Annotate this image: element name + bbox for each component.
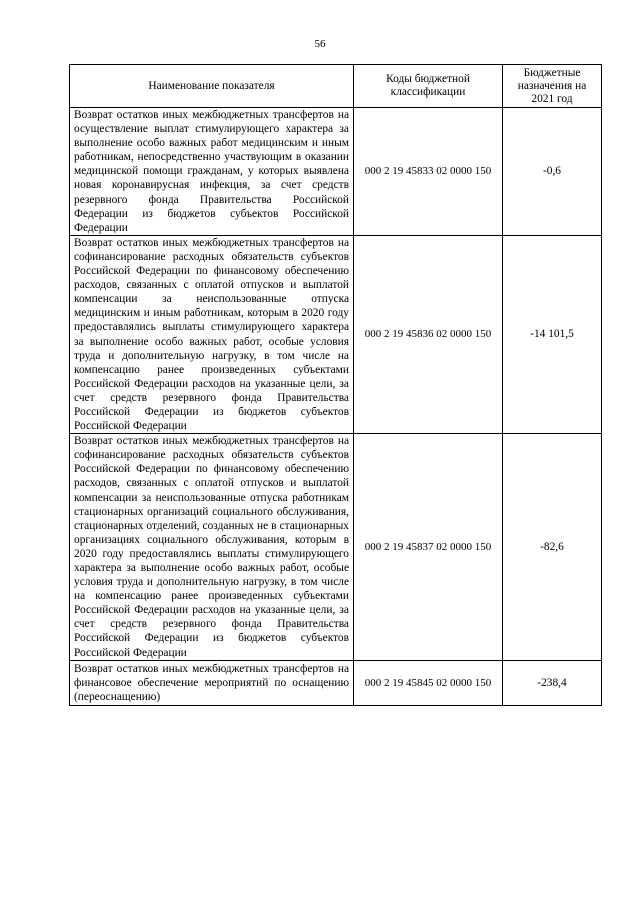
header-budget-amount: Бюджетные назначения на 2021 год (503, 65, 602, 108)
row-indicator-name-text: Возврат остатков иных межбюджетных трансфертов на финансовое обеспечение мероприятий по оснащению (переоснащению) (74, 662, 349, 703)
row-classification-code: 000 2 19 45845 02 0000 150 (354, 660, 503, 705)
row-indicator-name: Возврат остатков иных межбюджетных трансфертов на софинансирование расходных обязательств субъектов Российской Федерации по финансовому обеспечению расходов, связанных с оплатой отпусков и выплатой компенсации за неиспользованные отпуска медицинским и иным работникам, которым в 2020 году предоставлялись выплаты стимулирующего характера за выполнение особо важных работ, особые условия труда и дополнительную нагрузку, в том числе на компенсацию ранее произведенных субъектами Российской Федерации расходов на указанные цели, за счет средств резервного фонда Правительства Российской Федерации из бюджетов субъектов Российской Федерации (70, 235, 354, 433)
table-row (70, 235, 602, 433)
row-classification-code: 000 2 19 45837 02 0000 150 (354, 434, 503, 661)
row-budget-amount: -238,4 (503, 660, 602, 705)
table-row (70, 108, 602, 236)
budget-table (69, 64, 602, 706)
table-row (70, 660, 602, 705)
row-classification-code: 000 2 19 45833 02 0000 150 (354, 108, 503, 236)
row-budget-amount: -0,6 (503, 108, 602, 236)
header-classification-code: Коды бюджетной классификации (354, 65, 503, 108)
row-budget-amount: -82,6 (503, 434, 602, 661)
header-indicator-name: Наименование показателя (70, 65, 354, 108)
row-indicator-name: Возврат остатков иных межбюджетных трансфертов на софинансирование расходных обязательств субъектов Российской Федерации по финансовому обеспечению расходов, связанных с оплатой отпусков и выплатой компенсации за неиспользованные отпуска работникам стационарных организаций социального обслуживания, стационарных отделений, созданных не в стационарных организациях социального обслуживания, которым в 2020 году предоставлялись выплаты стимулирующего характера за выполнение особо важных работ, особые условия труда и дополнительную нагрузку, в том числе на компенсацию ранее произведенных субъектами Российской Федерации расходов на указанные цели, за счет средств резервного фонда Правительства Российской Федерации из бюджетов субъектов Российской Федерации (70, 434, 354, 661)
row-indicator-name (70, 660, 354, 705)
row-budget-amount: -14 101,5 (503, 235, 602, 433)
row-classification-code: 000 2 19 45836 02 0000 150 (354, 235, 503, 433)
table-row (70, 434, 602, 661)
table-header-row (70, 65, 602, 108)
row-indicator-name: Возврат остатков иных межбюджетных трансфертов на осуществление выплат стимулирующего характера за выполнение особо важных работ медицинским и иным работникам, непосредственно участвующим в оказании медицинской помощи гражданам, у которых выявлена новая коронавирусная инфекция, за счет средств резервного фонда Правительства Российской Федерации из бюджетов субъектов Российской Федерации (70, 108, 354, 236)
page-number: 56 (314, 38, 326, 50)
